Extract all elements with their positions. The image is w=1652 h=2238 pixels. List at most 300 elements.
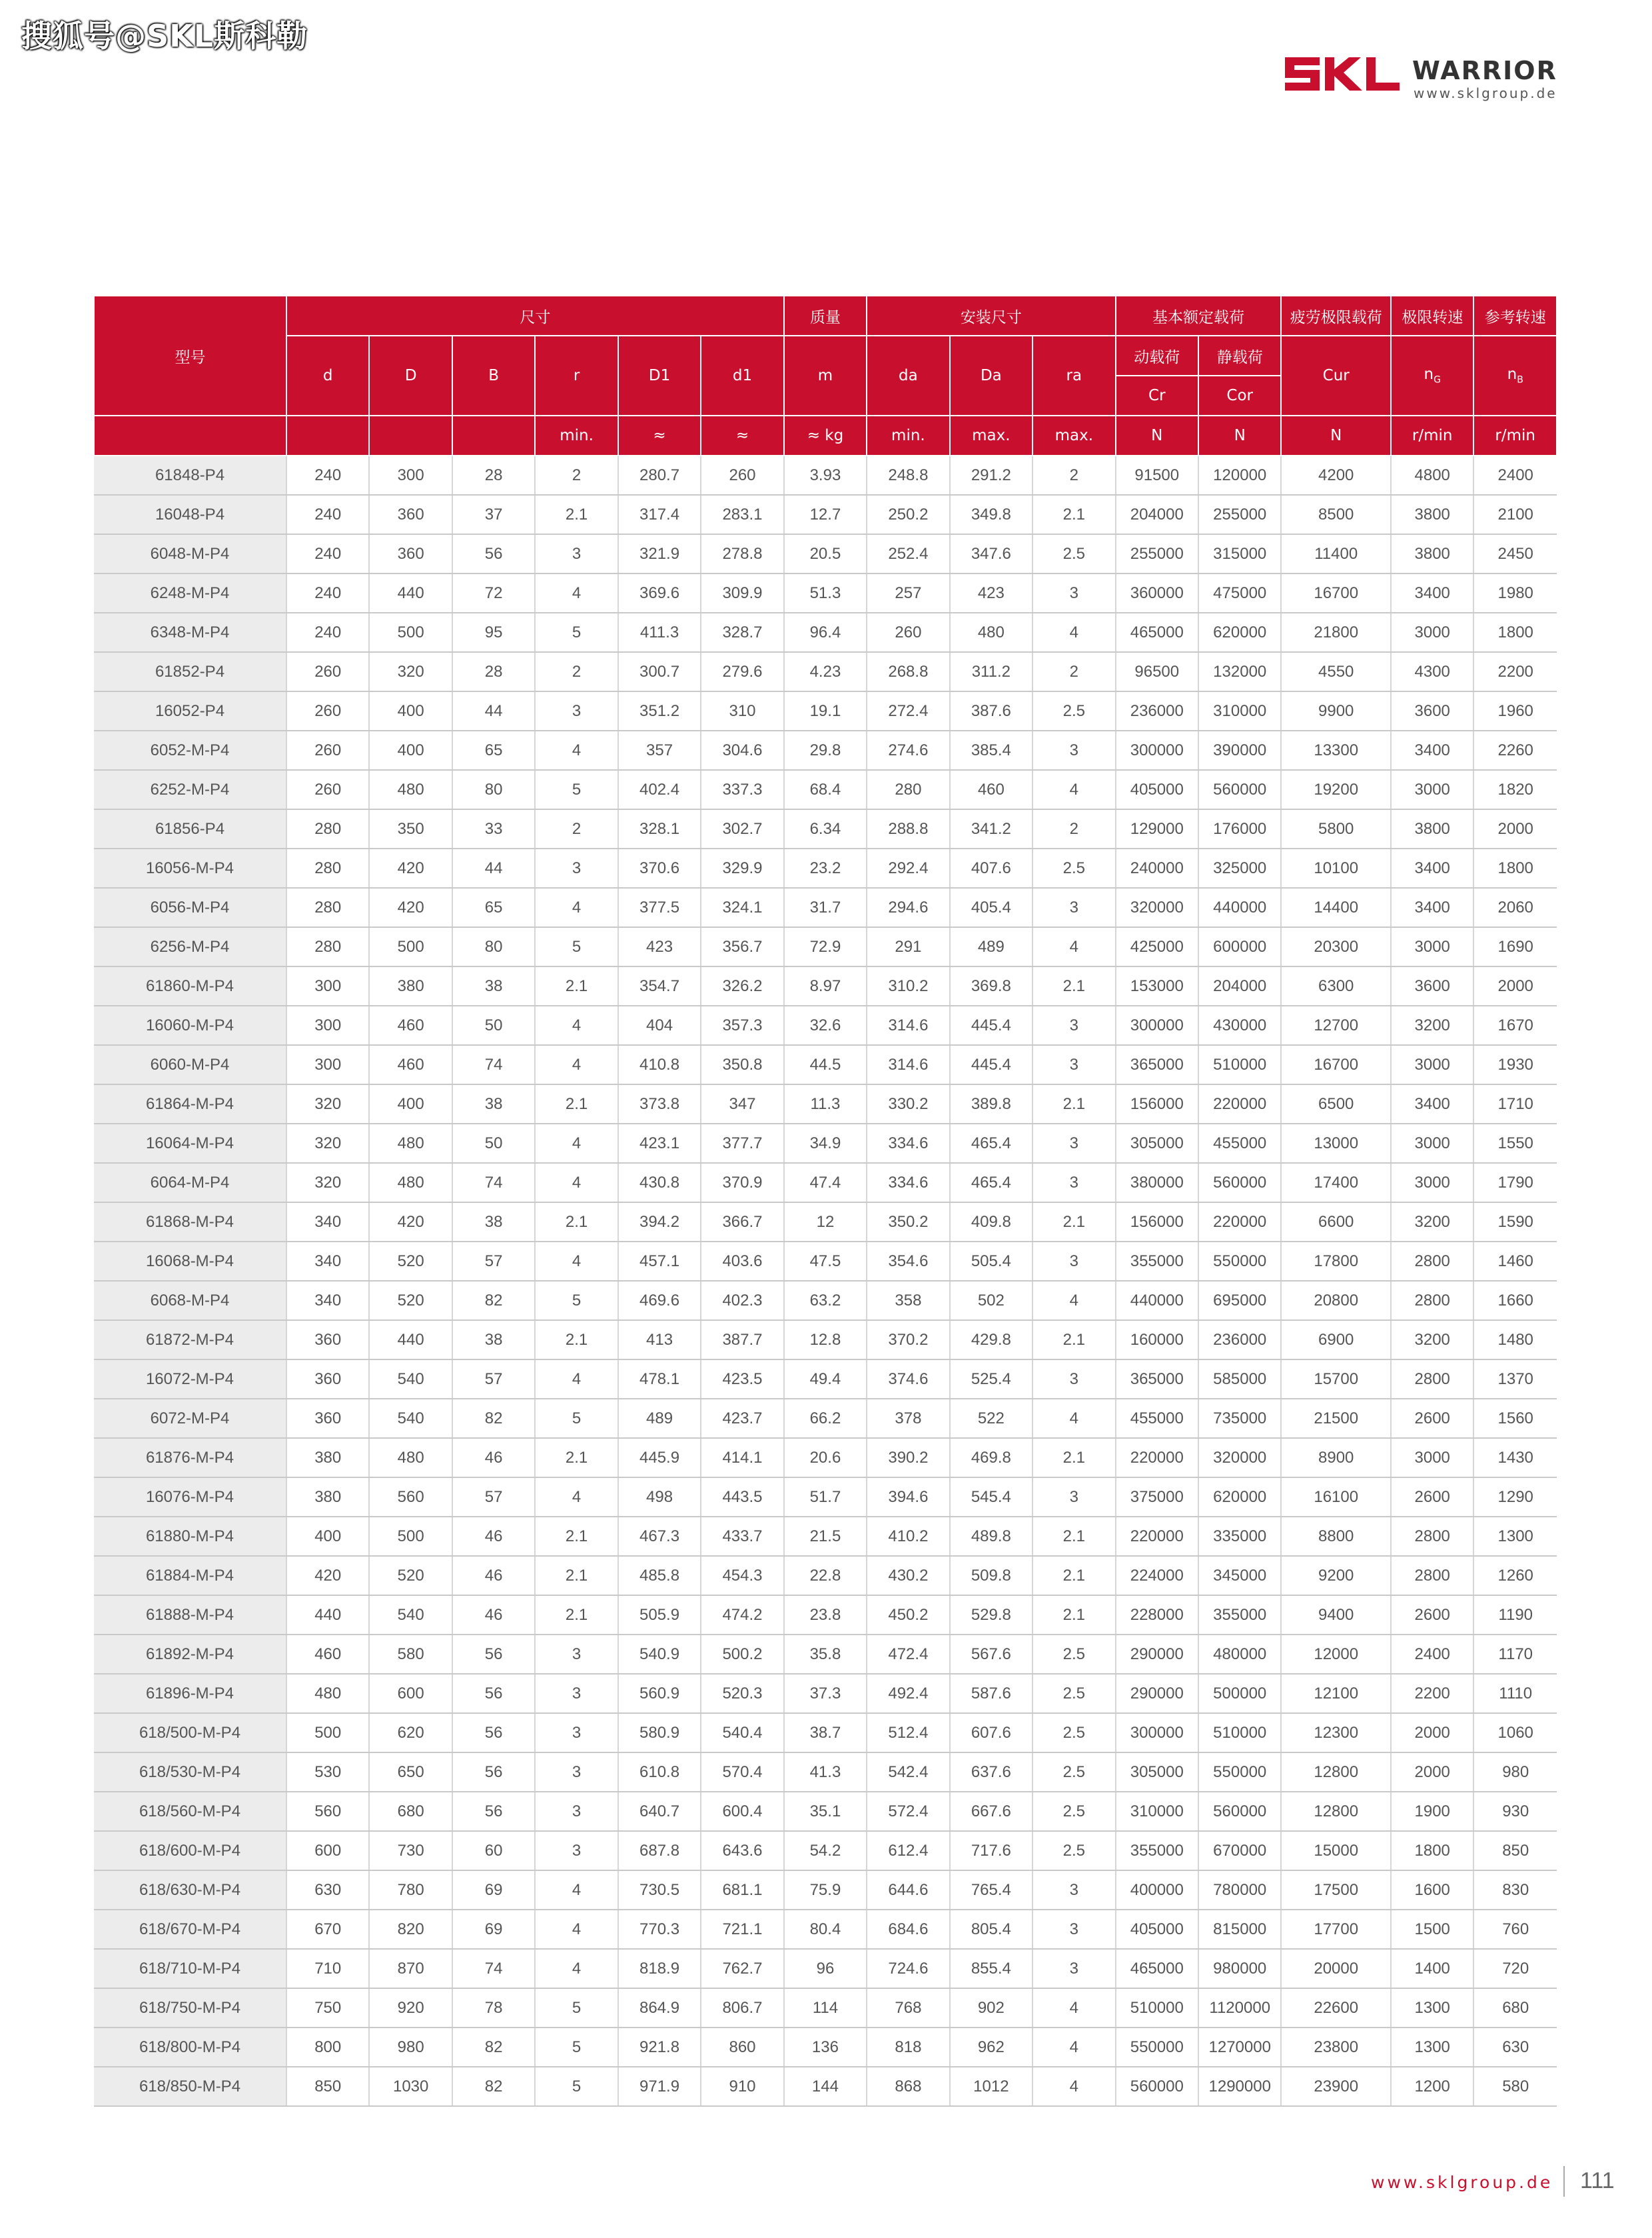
table-cell: 19200 [1281,770,1391,809]
header-Cor: Cor [1198,376,1281,416]
table-cell: 304.6 [701,731,783,770]
table-cell: 921.8 [618,2028,701,2067]
table-cell: 980000 [1198,1949,1281,1988]
bearing-spec-table [93,295,1557,2107]
table-cell: 2.5 [1032,1752,1115,1792]
table-cell: 15700 [1281,1359,1391,1399]
table-cell: 2400 [1473,456,1557,495]
table-cell: 204000 [1116,495,1198,534]
table-cell: 280 [286,888,369,927]
table-cell: 480 [286,1674,369,1713]
table-cell: 314.6 [867,1006,949,1045]
table-cell: 220000 [1116,1438,1198,1477]
table-cell: 347.6 [950,534,1032,573]
table-cell: 3 [1032,573,1115,613]
table-cell: 328.7 [701,613,783,652]
table-cell: 252.4 [867,534,949,573]
watermark-text: 搜狐号@SKL斯科勒 [21,18,308,54]
table-cell: 4 [535,1045,618,1084]
table-cell: 545.4 [950,1477,1032,1517]
table-cell: 735000 [1198,1399,1281,1438]
table-cell: 4 [1032,770,1115,809]
table-cell: 389.8 [950,1084,1032,1124]
table-row [94,456,1557,495]
table-cell: 580 [369,1635,452,1674]
table-cell: 240000 [1116,849,1198,888]
table-cell: 529.8 [950,1595,1032,1635]
table-cell: 1710 [1473,1084,1557,1124]
table-cell: 2.1 [1032,1320,1115,1359]
table-cell: 34.9 [784,1124,867,1163]
table-cell: 23800 [1281,2028,1391,2067]
table-cell: 14400 [1281,888,1391,927]
table-cell: 1200 [1391,2067,1473,2106]
table-cell: 474.2 [701,1595,783,1635]
table-cell: 580.9 [618,1713,701,1752]
table-cell: 300000 [1116,1713,1198,1752]
table-row [94,1988,1557,2028]
table-cell: 350.2 [867,1202,949,1242]
table-cell: 2.1 [535,966,618,1006]
header-nG [1391,336,1473,416]
table-cell: 620000 [1198,613,1281,652]
table-cell: 750 [286,1988,369,2028]
table-cell: 460 [286,1635,369,1674]
table-cell: 57 [452,1477,535,1517]
table-cell: 305000 [1116,1752,1198,1792]
header-nB [1473,336,1557,416]
table-cell: 387.7 [701,1320,783,1359]
table-cell: 351.2 [618,691,701,731]
table-cell: 5 [535,613,618,652]
table-cell: 1300 [1473,1517,1557,1556]
table-cell: 3600 [1391,691,1473,731]
table-cell: 50 [452,1124,535,1163]
header-limit-speed: 极限转速 [1391,296,1473,336]
table-cell: 2000 [1391,1752,1473,1792]
table-cell: 560000 [1198,1792,1281,1831]
table-cell: 440000 [1116,1281,1198,1320]
table-cell: 2.1 [1032,1438,1115,1477]
table-row [94,1870,1557,1910]
table-cell: 1290000 [1198,2067,1281,2106]
table-cell: 4 [535,1006,618,1045]
table-cell: 8500 [1281,495,1391,534]
table-cell: 80 [452,927,535,966]
table-cell: 370.6 [618,849,701,888]
table-cell: 469.8 [950,1438,1032,1477]
table-cell: 47.5 [784,1242,867,1281]
table-cell: 580 [1473,2067,1557,2106]
table-cell: 4 [535,1910,618,1949]
table-cell: 6300 [1281,966,1391,1006]
table-cell: 550000 [1198,1242,1281,1281]
table-cell: 440 [286,1595,369,1635]
table-cell: 2.1 [1032,966,1115,1006]
cell-model: 61864-M-P4 [94,1084,286,1124]
table-cell: 413 [618,1320,701,1359]
table-cell: 12800 [1281,1752,1391,1792]
table-row [94,1124,1557,1163]
table-cell: 498 [618,1477,701,1517]
table-row [94,1674,1557,1713]
table-cell: 550000 [1116,2028,1198,2067]
table-cell: 721.1 [701,1910,783,1949]
footer-url: www.sklgroup.de [1371,2173,1553,2192]
header-model: 型号 [94,296,286,416]
table-cell: 57 [452,1242,535,1281]
table-cell: 962 [950,2028,1032,2067]
table-cell: 310000 [1116,1792,1198,1831]
cell-model: 618/850-M-P4 [94,2067,286,2106]
table-cell: 1120000 [1198,1988,1281,2028]
table-cell: 4 [535,731,618,770]
table-cell: 3800 [1391,534,1473,573]
cell-model: 6348-M-P4 [94,613,286,652]
table-cell: 2800 [1391,1359,1473,1399]
table-cell: 78 [452,1988,535,2028]
table-cell: 355000 [1116,1242,1198,1281]
table-cell: 132000 [1198,652,1281,691]
table-cell: 445.4 [950,1006,1032,1045]
table-cell: 56 [452,1713,535,1752]
table-cell: 3 [535,849,618,888]
cell-model: 618/560-M-P4 [94,1792,286,1831]
cell-model: 6048-M-P4 [94,534,286,573]
table-cell: 560.9 [618,1674,701,1713]
table-cell: 520 [369,1281,452,1320]
table-cell: 16100 [1281,1477,1391,1517]
table-cell: 260 [867,613,949,652]
table-cell: 720 [1473,1949,1557,1988]
table-cell: 4 [1032,927,1115,966]
table-cell: 500 [369,1517,452,1556]
table-cell: 730.5 [618,1870,701,1910]
table-cell: 340 [286,1202,369,1242]
cell-model: 618/600-M-P4 [94,1831,286,1870]
table-cell: 445.9 [618,1438,701,1477]
table-cell: 1170 [1473,1635,1557,1674]
table-cell: 309.9 [701,573,783,613]
table-cell: 505.9 [618,1595,701,1635]
table-cell: 454.3 [701,1556,783,1595]
table-cell: 600000 [1198,927,1281,966]
table-cell: 667.6 [950,1792,1032,1831]
table-cell: 56 [452,1752,535,1792]
table-cell: 380 [286,1438,369,1477]
table-cell: 35.1 [784,1792,867,1831]
table-row [94,495,1557,534]
table-cell: 20.6 [784,1438,867,1477]
table-cell: 1930 [1473,1045,1557,1084]
table-cell: 520 [369,1556,452,1595]
header-m: m [784,336,867,416]
table-cell: 3 [535,1831,618,1870]
cell-model: 618/750-M-P4 [94,1988,286,2028]
table-cell: 38 [452,1202,535,1242]
table-row [94,1477,1557,1517]
table-cell: 4550 [1281,652,1391,691]
table-cell: 607.6 [950,1713,1032,1752]
table-cell: 2600 [1391,1399,1473,1438]
table-cell: 423 [618,927,701,966]
table-cell: 95 [452,613,535,652]
table-cell: 560000 [1116,2067,1198,2106]
table-cell: 23.2 [784,849,867,888]
table-cell: 9900 [1281,691,1391,731]
cell-model: 16076-M-P4 [94,1477,286,1517]
table-cell: 2 [1032,809,1115,849]
table-cell: 1030 [369,2067,452,2106]
table-cell: 46 [452,1517,535,1556]
table-cell: 489 [618,1399,701,1438]
table-cell: 5800 [1281,809,1391,849]
table-cell: 489.8 [950,1517,1032,1556]
header-d: d [286,336,369,416]
table-cell: 4 [1032,613,1115,652]
table-row [94,2028,1557,2067]
table-cell: 6600 [1281,1202,1391,1242]
unit-nB: r/min [1473,416,1557,456]
table-cell: 96.4 [784,613,867,652]
table-cell: 350 [369,809,452,849]
table-cell: 680 [1473,1988,1557,2028]
table-cell: 465.4 [950,1163,1032,1202]
table-cell: 430000 [1198,1006,1281,1045]
table-cell: 12 [784,1202,867,1242]
table-cell: 420 [369,1202,452,1242]
header-mass: 质量 [784,296,867,336]
table-cell: 489 [950,927,1032,966]
table-cell: 460 [950,770,1032,809]
table-cell: 56 [452,1792,535,1831]
table-cell: 74 [452,1163,535,1202]
cell-model: 6256-M-P4 [94,927,286,966]
table-cell: 423 [950,573,1032,613]
table-cell: 420 [369,849,452,888]
table-cell: 240 [286,573,369,613]
table-cell: 5 [535,927,618,966]
table-row [94,1949,1557,1988]
table-cell: 66.2 [784,1399,867,1438]
table-cell: 425000 [1116,927,1198,966]
table-cell: 429.8 [950,1320,1032,1359]
table-cell: 236000 [1116,691,1198,731]
table-cell: 800 [286,2028,369,2067]
table-cell: 510000 [1198,1045,1281,1084]
table-cell: 1550 [1473,1124,1557,1163]
table-cell: 3800 [1391,495,1473,534]
table-cell: 430.2 [867,1556,949,1595]
table-cell: 283.1 [701,495,783,534]
table-row [94,1399,1557,1438]
table-cell: 387.6 [950,691,1032,731]
table-cell: 72 [452,573,535,613]
table-cell: 2.5 [1032,1713,1115,1752]
table-cell: 300000 [1116,731,1198,770]
table-cell: 74 [452,1949,535,1988]
table-cell: 4 [535,888,618,927]
table-cell: 1430 [1473,1438,1557,1477]
table-cell: 2.1 [535,1084,618,1124]
table-cell: 291.2 [950,456,1032,495]
table-cell: 326.2 [701,966,783,1006]
cell-model: 618/800-M-P4 [94,2028,286,2067]
table-cell: 349.8 [950,495,1032,534]
table-cell: 620 [369,1713,452,1752]
table-cell: 2060 [1473,888,1557,927]
table-cell: 272.4 [867,691,949,731]
cell-model: 618/670-M-P4 [94,1910,286,1949]
table-cell: 311.2 [950,652,1032,691]
unit-r: min. [535,416,618,456]
table-cell: 3800 [1391,809,1473,849]
table-cell: 2.1 [1032,1202,1115,1242]
table-cell: 457.1 [618,1242,701,1281]
table-row [94,1084,1557,1124]
table-cell: 2200 [1473,652,1557,691]
table-cell: 850 [286,2067,369,2106]
table-cell: 420 [369,888,452,927]
table-row [94,849,1557,888]
header-nG-sub: G [1434,374,1441,386]
table-cell: 2.1 [1032,495,1115,534]
cell-model: 6060-M-P4 [94,1045,286,1084]
table-cell: 455000 [1198,1124,1281,1163]
table-cell: 2000 [1391,1713,1473,1752]
table-cell: 540.4 [701,1713,783,1752]
bearing-table-wrapper [93,295,1557,2107]
table-cell: 695000 [1198,1281,1281,1320]
table-cell: 4 [535,1949,618,1988]
table-cell: 644.6 [867,1870,949,1910]
table-cell: 4.23 [784,652,867,691]
table-cell: 480 [369,770,452,809]
table-cell: 329.9 [701,849,783,888]
table-cell: 9200 [1281,1556,1391,1595]
table-cell: 1980 [1473,573,1557,613]
table-cell: 260 [701,456,783,495]
table-cell: 768 [867,1988,949,2028]
table-cell: 818 [867,2028,949,2067]
table-cell: 41.3 [784,1752,867,1792]
table-cell: 240 [286,456,369,495]
table-cell: 46 [452,1595,535,1635]
table-cell: 20800 [1281,1281,1391,1320]
table-cell: 260 [286,691,369,731]
table-cell: 360 [369,534,452,573]
table-cell: 687.8 [618,1831,701,1870]
table-row [94,888,1557,927]
table-cell: 3 [535,1674,618,1713]
table-cell: 5 [535,2028,618,2067]
table-cell: 65 [452,888,535,927]
table-cell: 390.2 [867,1438,949,1477]
table-cell: 129000 [1116,809,1198,849]
table-cell: 643.6 [701,1831,783,1870]
table-cell: 587.6 [950,1674,1032,1713]
table-cell: 8900 [1281,1438,1391,1477]
table-cell: 248.8 [867,456,949,495]
page-number: 111 [1580,2168,1615,2193]
table-cell: 22600 [1281,1988,1391,2028]
table-cell: 374.6 [867,1359,949,1399]
table-cell: 204000 [1198,966,1281,1006]
table-cell: 47.4 [784,1163,867,1202]
table-cell: 870 [369,1949,452,1988]
table-cell: 315000 [1198,534,1281,573]
table-cell: 74 [452,1045,535,1084]
table-cell: 480000 [1198,1635,1281,1674]
header-nB-sub: B [1517,374,1523,386]
table-cell: 610.8 [618,1752,701,1792]
table-cell: 15000 [1281,1831,1391,1870]
table-cell: 334.6 [867,1124,949,1163]
table-cell: 830 [1473,1870,1557,1910]
table-cell: 20300 [1281,927,1391,966]
table-cell: 153000 [1116,966,1198,1006]
table-cell: 369.8 [950,966,1032,1006]
table-cell: 509.8 [950,1556,1032,1595]
table-cell: 1670 [1473,1006,1557,1045]
table-cell: 3 [1032,731,1115,770]
table-cell: 360 [286,1399,369,1438]
table-cell: 394.6 [867,1477,949,1517]
table-row [94,1831,1557,1870]
brand-url: www.sklgroup.de [1414,85,1557,101]
unit-B-blank [452,416,535,456]
table-cell: 670000 [1198,1831,1281,1870]
header-r: r [535,336,618,416]
header-nB-symbol: n [1507,366,1517,384]
table-cell: 13300 [1281,731,1391,770]
table-cell: 1500 [1391,1910,1473,1949]
table-cell: 2 [535,809,618,849]
table-cell: 35.8 [784,1635,867,1674]
table-cell: 96500 [1116,652,1198,691]
table-row [94,966,1557,1006]
table-cell: 56 [452,1635,535,1674]
cell-model: 16056-M-P4 [94,849,286,888]
table-cell: 2800 [1391,1281,1473,1320]
table-cell: 29.8 [784,731,867,770]
cell-model: 6056-M-P4 [94,888,286,927]
table-cell: 8800 [1281,1517,1391,1556]
table-cell: 300 [286,966,369,1006]
table-cell: 500000 [1198,1674,1281,1713]
table-cell: 23.8 [784,1595,867,1635]
table-cell: 465000 [1116,613,1198,652]
table-cell: 1960 [1473,691,1557,731]
table-cell: 356.7 [701,927,783,966]
unit-Da: max. [950,416,1032,456]
table-cell: 377.5 [618,888,701,927]
table-cell: 358 [867,1281,949,1320]
table-cell: 2.1 [1032,1595,1115,1635]
table-cell: 54.2 [784,1831,867,1870]
table-cell: 3400 [1391,731,1473,770]
table-cell: 670 [286,1910,369,1949]
table-cell: 3 [1032,1910,1115,1949]
table-cell: 3400 [1391,1084,1473,1124]
table-cell: 2800 [1391,1242,1473,1281]
header-nG-symbol: n [1424,366,1434,384]
table-cell: 17700 [1281,1910,1391,1949]
header-d1: d1 [701,336,783,416]
table-cell: 1790 [1473,1163,1557,1202]
table-cell: 38 [452,966,535,1006]
table-cell: 320 [286,1084,369,1124]
